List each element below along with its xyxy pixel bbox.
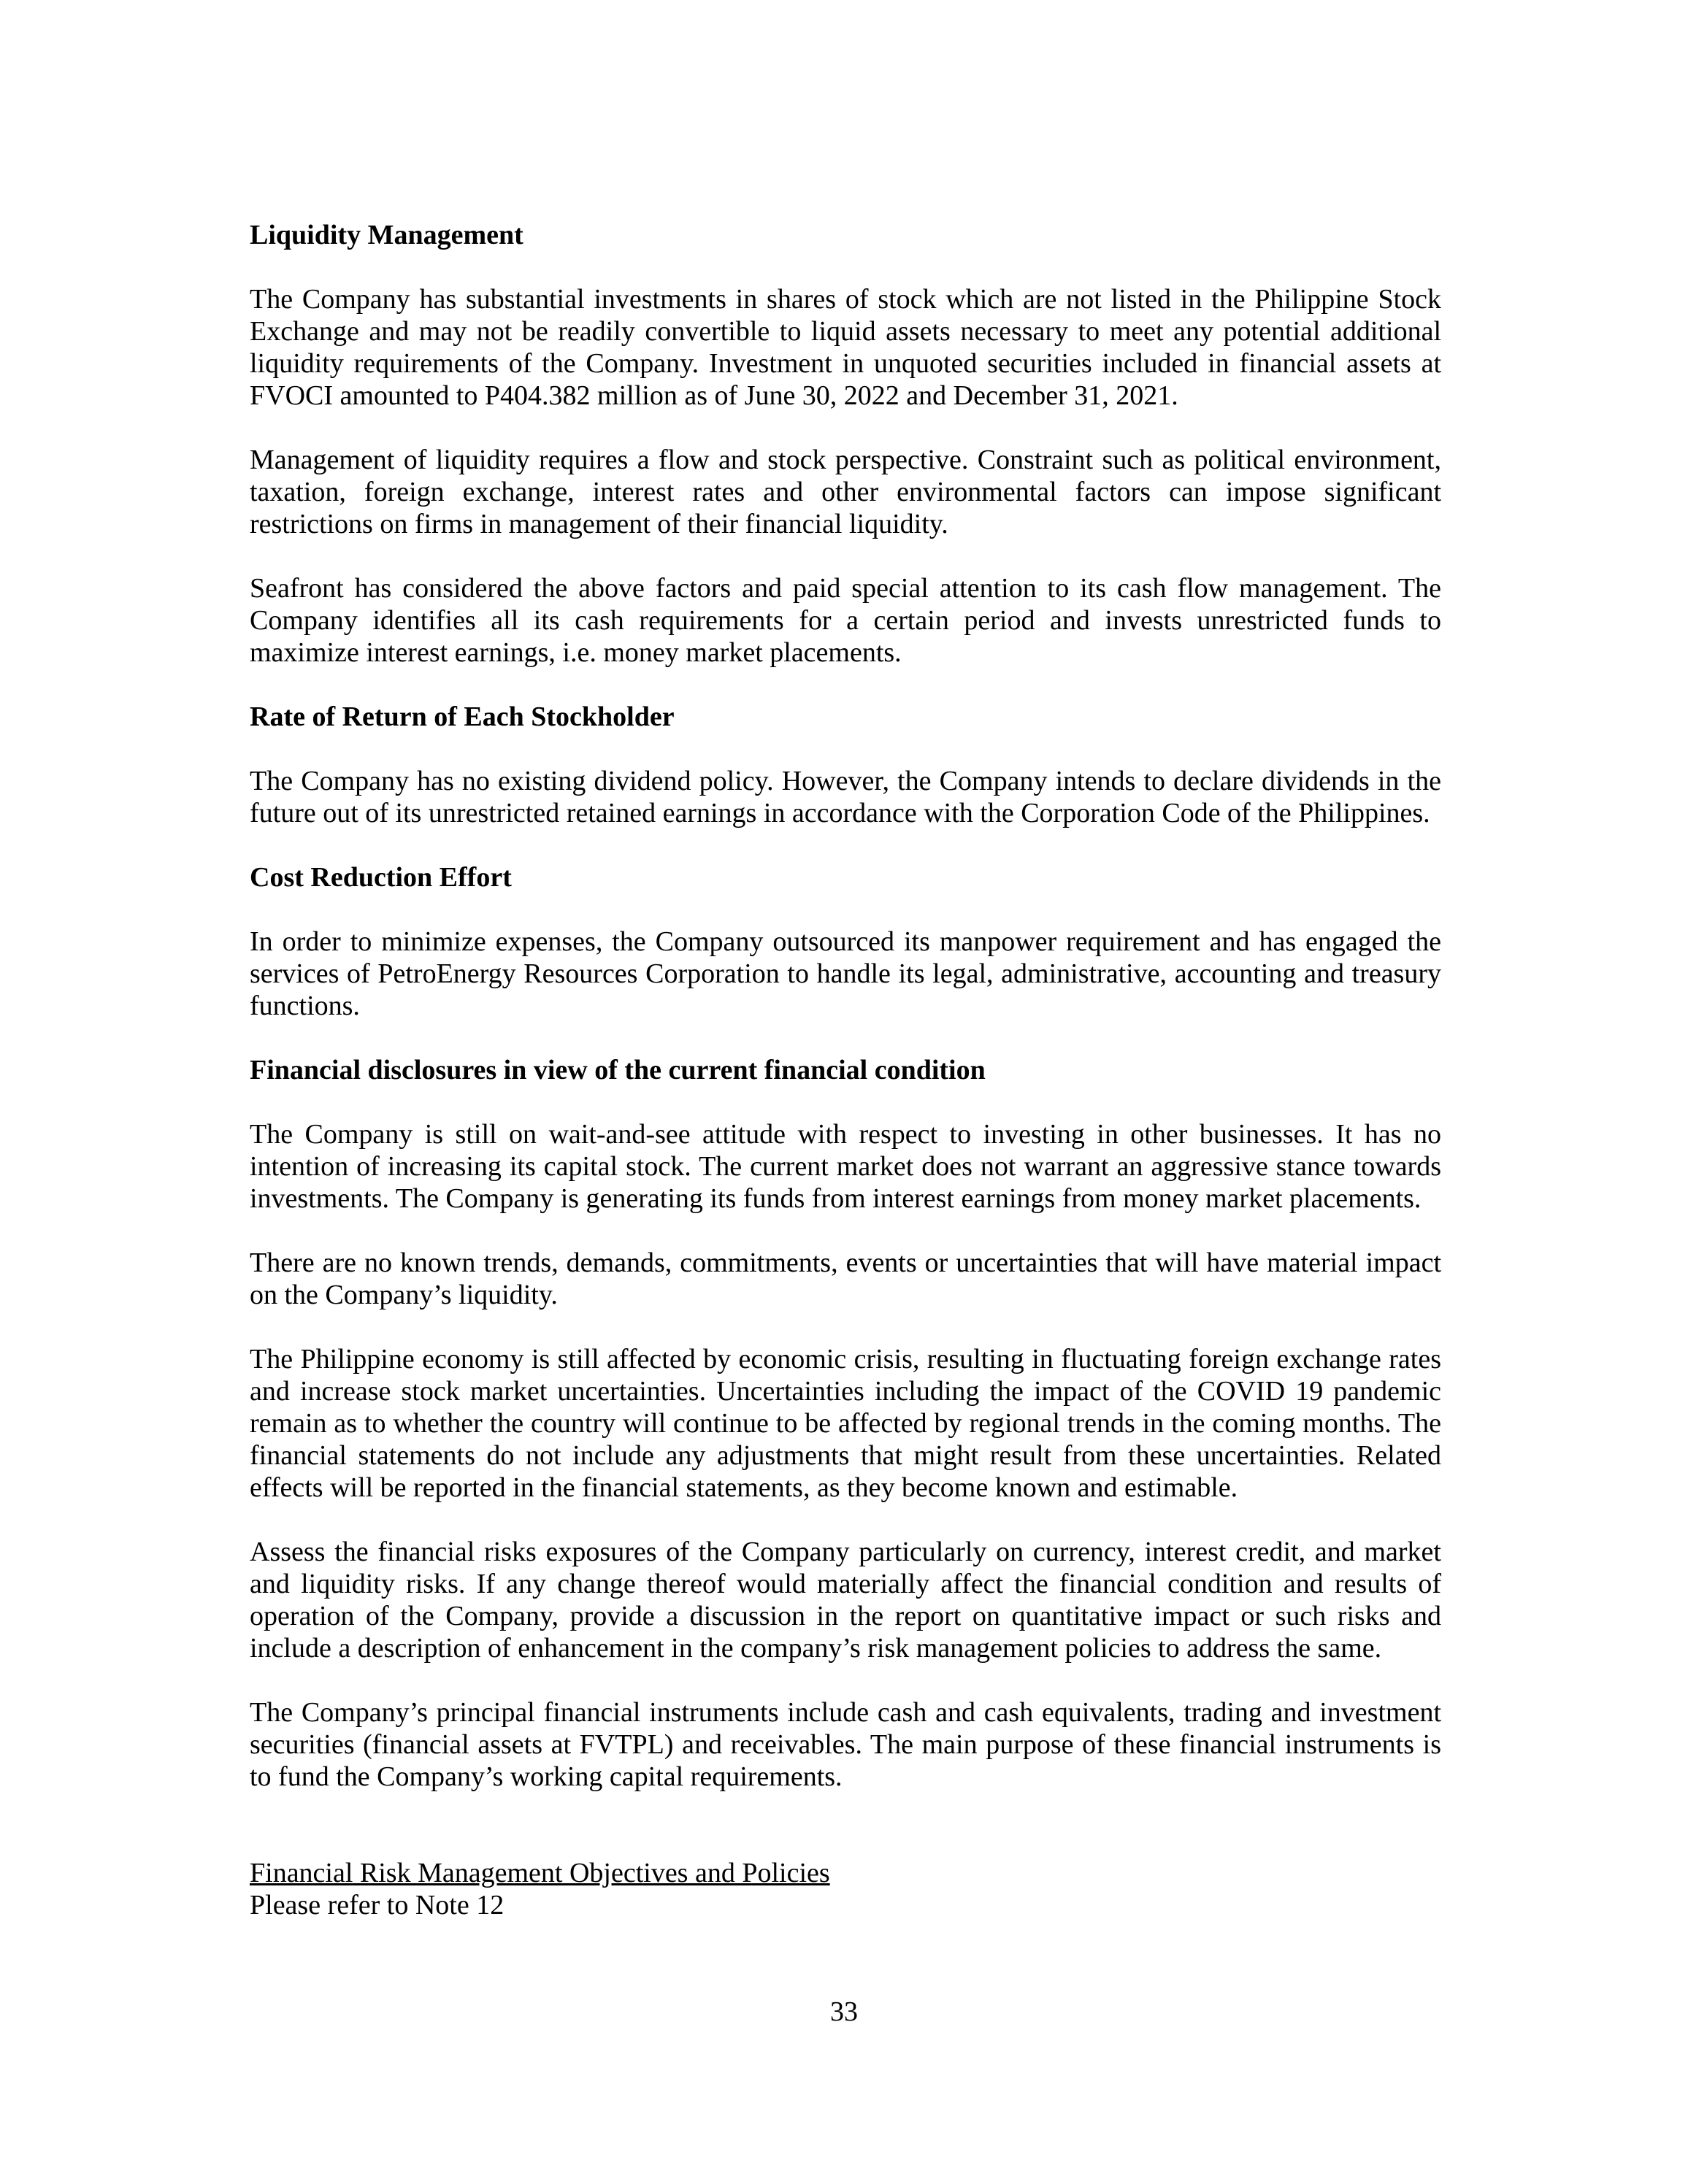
liquidity-paragraph-1: The Company has substantial investments in shares of stock which are not listed in the Philippine Stock Exchange and may not be readily convertible to liquid assets necessary to meet any potential additional liquidity requirements of the Company. Investment in unquoted securities included in financial assets at FVOCI amounted to P404.382 million as of June 30, 2022 and December 31, 2021.	[250, 284, 1441, 411]
liquidity-paragraph-3: Seafront has considered the above factors and paid special attention to its cash flow management. The Company identifies all its cash requirements for a certain period and invests unrestricted funds to maximize interest earnings, i.e. money market placements.	[250, 573, 1441, 668]
risk-management-title: Financial Risk Management Objectives and Policies	[250, 1858, 830, 1888]
financial-disclosures-paragraph-2: There are no known trends, demands, commitments, events or uncertainties that will have material impact on the Company’s liquidity.	[250, 1247, 1441, 1310]
rate-of-return-heading: Rate of Return of Each Stockholder	[250, 701, 675, 732]
liquidity-paragraph-2: Management of liquidity requires a flow and stock perspective. Constraint such as political environment, taxation, foreign exchange, interest rates and other environmental factors can impose significant restrictions on firms in management of their financial liquidity.	[250, 445, 1441, 539]
financial-disclosures-paragraph-5: The Company’s principal financial instruments include cash and cash equivalents, trading and investment securities (financial assets at FVTPL) and receivables. The main purpose of these financial instruments is to fund the Company’s working capital requirements.	[250, 1697, 1441, 1792]
cost-reduction-heading: Cost Reduction Effort	[250, 862, 512, 893]
rate-of-return-paragraph: The Company has no existing dividend policy. However, the Company intends to declare dividends in the future out of its unrestricted retained earnings in accordance with the Corporation Code of the Philippines.	[250, 766, 1441, 828]
page-content	[250, 219, 1441, 1921]
financial-disclosures-heading: Financial disclosures in view of the current financial condition	[250, 1055, 986, 1085]
cost-reduction-paragraph: In order to minimize expenses, the Company outsourced its manpower requirement and has engaged the services of PetroEnergy Resources Corporation to handle its legal, administrative, accounting and treasury functions.	[250, 926, 1441, 1021]
risk-management-reference: Please refer to Note 12	[250, 1890, 505, 1920]
financial-disclosures-paragraph-1: The Company is still on wait-and-see attitude with respect to investing in other businesses. It has no intention of increasing its capital stock. The current market does not warrant an aggressive stance towards investments. The Company is generating its funds from interest earnings from money market placements.	[250, 1119, 1441, 1214]
financial-disclosures-paragraph-4: Assess the financial risks exposures of the Company particularly on currency, interest credit, and market and liquidity risks. If any change thereof would materially affect the financial condition and results of operation of the Company, provide a discussion in the report on quantitative impact or such risks and include a description of enhancement in the company’s risk management policies to address the same.	[250, 1537, 1441, 1664]
liquidity-management-heading: Liquidity Management	[250, 220, 523, 250]
page-number: 33	[830, 1996, 858, 2027]
financial-disclosures-paragraph-3: The Philippine economy is still affected by economic crisis, resulting in fluctuating foreign exchange rates and increase stock market uncertainties. Uncertainties including the impact of the COVID 19 pandemic remain as to whether the country will continue to be affected by regional trends in the coming months. The financial statements do not include any adjustments that might result from these uncertainties. Related effects will be reported in the financial statements, as they become known and estimable.	[250, 1344, 1441, 1503]
